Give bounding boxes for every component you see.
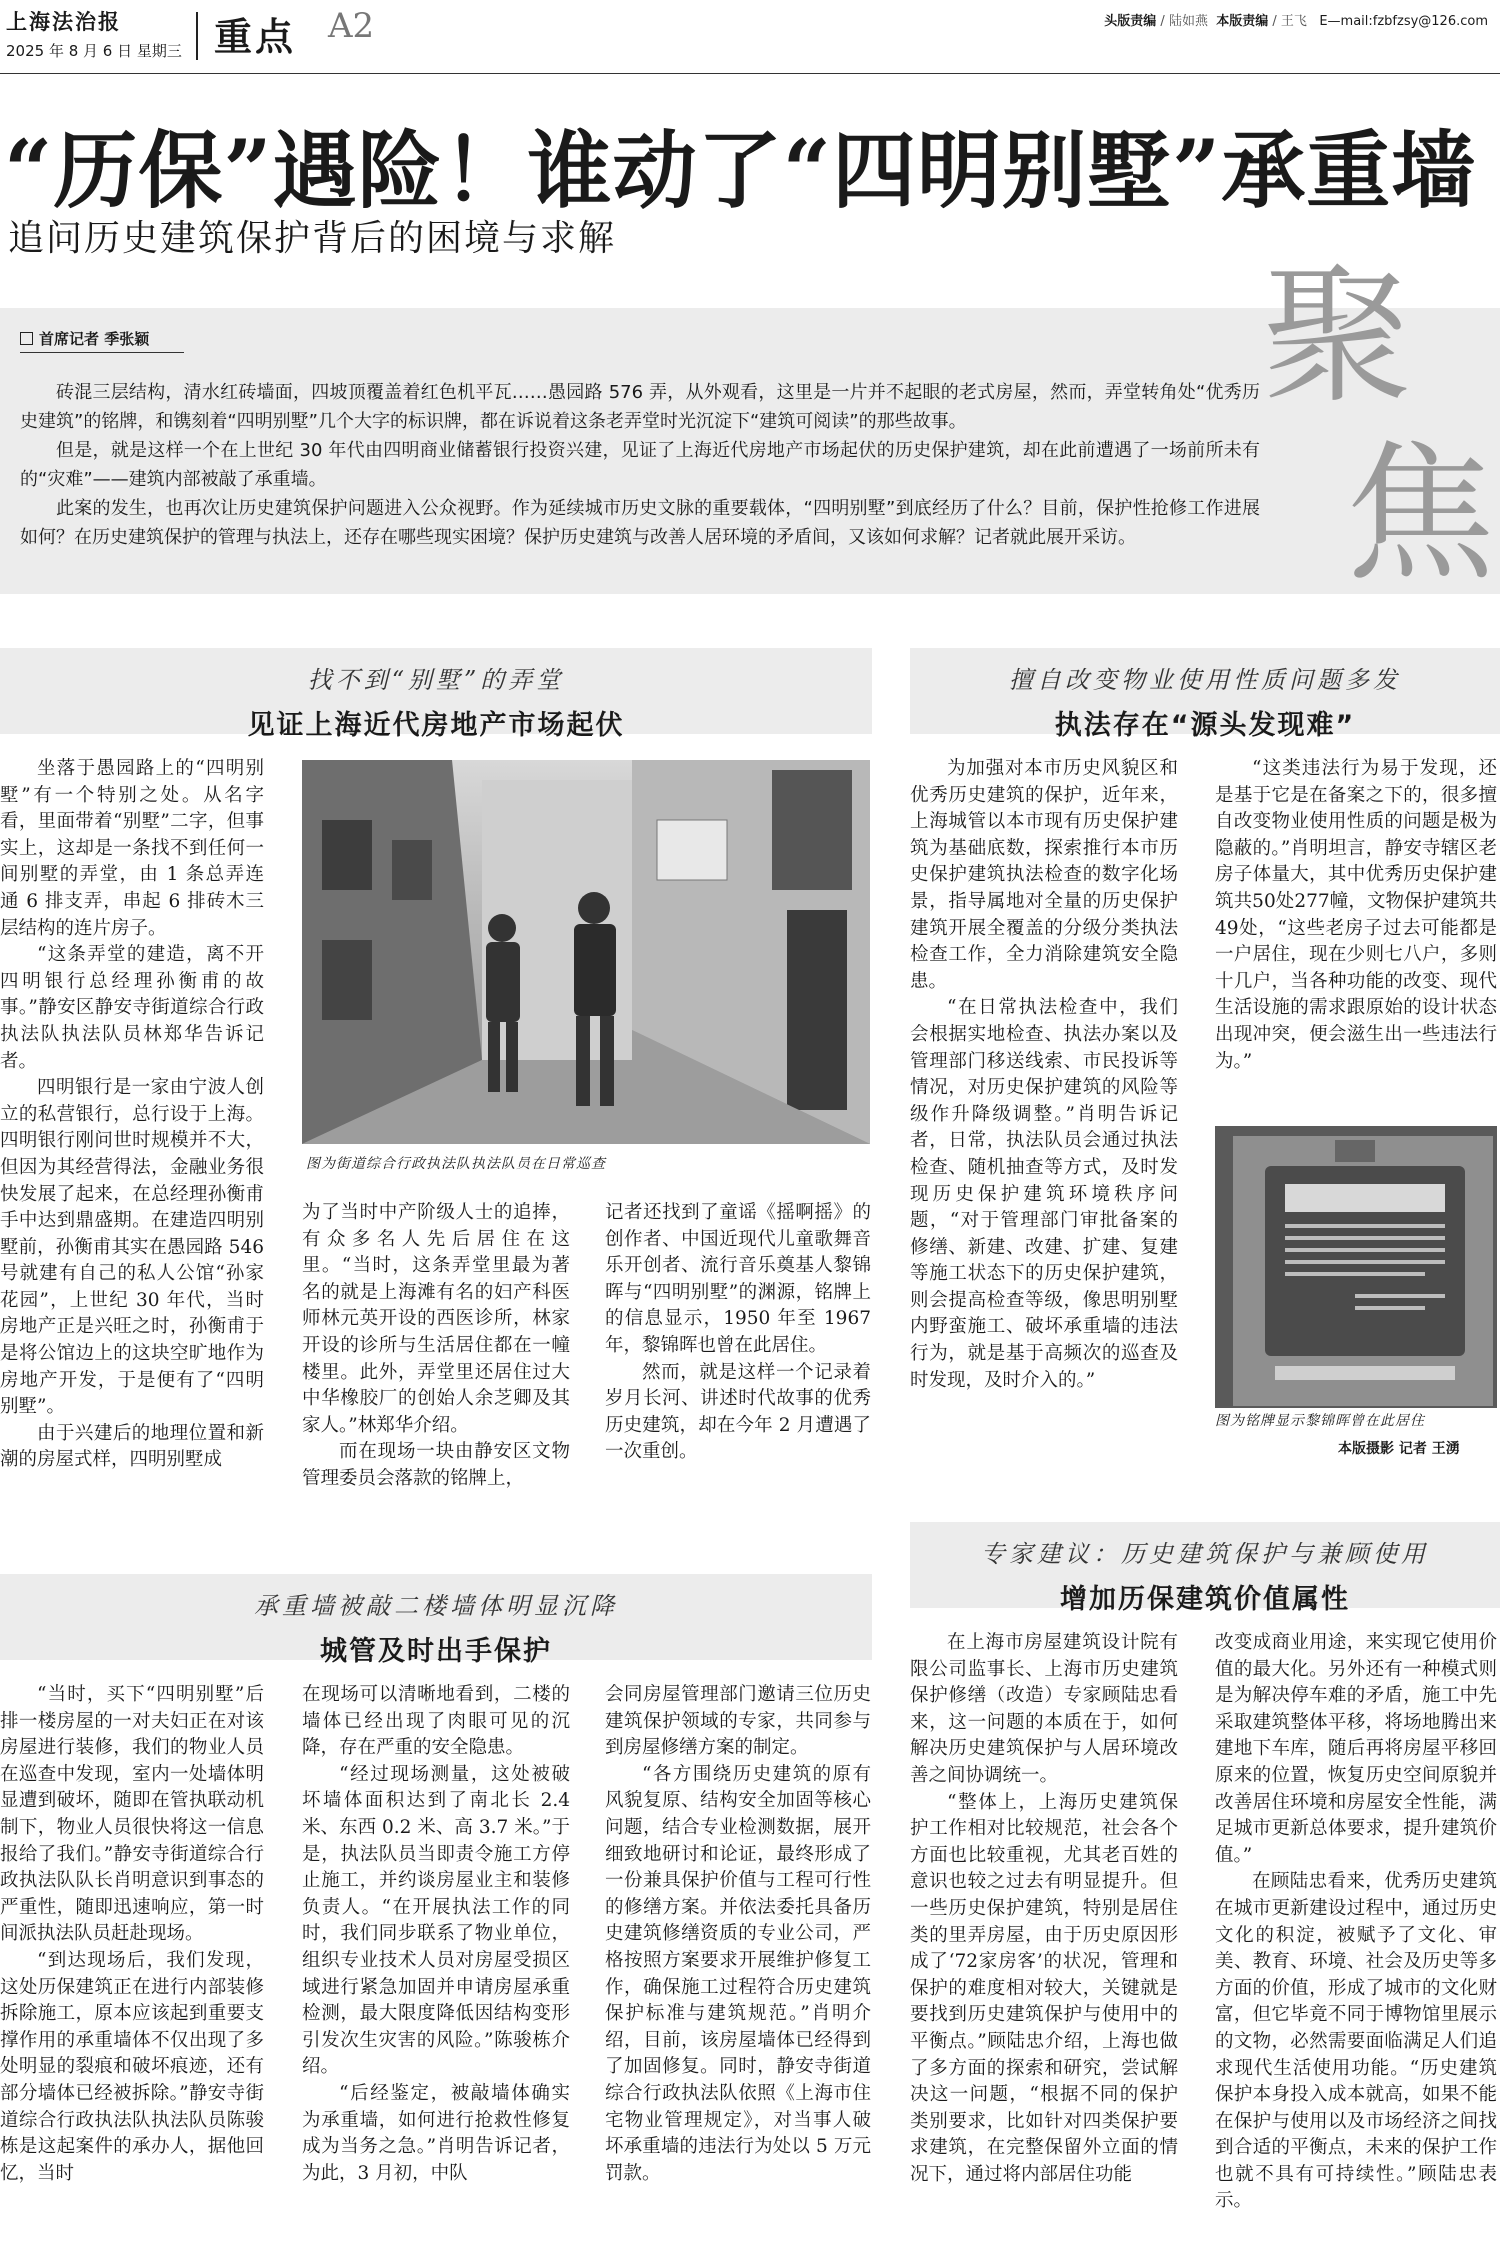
lead-paragraph: 砖混三层结构，清水红砖墙面，四坡顶覆盖着红色机平瓦……愚园路 576 弄，从外观看，这里是一片并不起眼的老式房屋，然而，弄堂转角处“优秀历史建筑”的铭牌，和镌刻着“四明别墅”几个大字的标识牌，都在诉说着这条老弄堂时光沉淀下“建筑可阅读”的那些故事。 xyxy=(20,382,1260,432)
chief-editor-label: 头版责编 xyxy=(1104,14,1157,29)
paragraph: 改变成商业用途，来实现它使用价值的最大化。另外还有一种模式则是为解决停车难的矛盾，施工中先采取建筑整体平移，将场地腾出来建地下车库，随后再将房屋平移回原来的位置，恢复历史空间原貌并改善居住环境和房屋安全性能，满足城市更新总体要求，提升建筑价值。” xyxy=(1215,1632,1497,1866)
article-column xyxy=(0,1682,264,2248)
section-kicker: 找不到“别墅”的弄堂 xyxy=(307,666,565,694)
paragraph: “各方围绕历史建筑的原有风貌复原、结构安全加固等核心问题，结合专业检测数据，展开细致地研讨和论证，最终形成了一份兼具保护价值与工程可行性的修缮方案。并依法委托具备历史建筑修缮资质的专业公司，严格按照方案要求开展维护修复工作，确保施工过程符合历史建筑保护标准与建筑规范。”肖明介绍，目前，该房屋墙体已经得到了加固修复。同时，静安寺街道综合行政执法队依照《上海市住宅物业管理规定》，对当事人破坏承重墙的违法行为处以 5 万元罚款。 xyxy=(605,1763,871,2184)
paragraph: “整体上，上海历史建筑保护工作相对比较规范，社会各个方面也比较重视，尤其老百姓的意识也较之过去有明显提升。但一些历史保护建筑，特别是居住类的里弄房屋，由于历史原因形成了‘72家房客’的状况，管理和保护的难度相对较大，关键就是要找到历史建筑保护与使用中的平衡点。”顾陆忠介绍，上海也做了多方面的探索和研究，尝试解决这一问题，“根据不同的保护类别要求，比如针对四类保护要求建筑，在完整保留外立面的情况下，通过将内部居住功能 xyxy=(910,1791,1178,2185)
section-title: 增加历保建筑价值属性 xyxy=(1060,1584,1350,1615)
paragraph: “在日常执法检查中，我们会根据实地检查、执法办案以及管理部门移送线索、市民投诉等情况，对历史保护建筑的风险等级作升降级调整。”肖明告诉记者，日常，执法队员会通过执法检查、随机抽查等方式，及时发现历史保护建筑环境秩序问题，“对于管理部门审批备案的修缮、新建、改建、扩建、复建等施工状态下的历史保护建筑，则会提高检查等级，像思明别墅内野蛮施工、破坏承重墙的违法行为，就是基于高频次的巡查及时发现，及时介入的。” xyxy=(910,997,1178,1391)
plaque-photo-image xyxy=(1215,1126,1497,1408)
photo-caption: 图为街道综合行政执法队执法队员在日常巡查 xyxy=(306,1156,606,1172)
section-header xyxy=(0,1574,872,1667)
lead-paragraph: 此案的发生，也再次让历史建筑保护问题进入公众视野。作为延续城市历史文脉的重要载体，“四明别墅”到底经历了什么？目前，保护性抢修工作进展如何？在历史建筑保护的管理与执法上，还存在哪些现实困境？保护历史建筑与改善人居环境的矛盾间，又该如何求解？记者就此展开采访。 xyxy=(20,498,1260,548)
byline-rule xyxy=(20,352,184,353)
focus-label-char: 聚 xyxy=(1262,250,1413,424)
headline: “历保”遇险！谁动了“四明别墅”承重墙 xyxy=(4,121,1477,220)
section-header xyxy=(910,648,1500,741)
square-icon xyxy=(20,332,33,345)
section-header xyxy=(0,648,872,741)
section-title: 城管及时出手保护 xyxy=(320,1636,552,1667)
page-editor-name: 王飞 xyxy=(1280,14,1307,29)
section-name: 重点 xyxy=(214,15,297,59)
page-editor-label: 本版责编 xyxy=(1216,14,1269,29)
paragraph: 然而，就是这样一个记录着岁月长河、讲述时代故事的优秀历史建筑，却在今年 2 月遭遇了一次重创。 xyxy=(605,1361,871,1463)
plaque-photo xyxy=(1215,1126,1497,1408)
article-column xyxy=(605,1200,871,1526)
paragraph: “经过现场测量，这处被破坏墙体面积达到了南北长 2.4 米、东西 0.2 米、高 3.7 米。”于是，执法队员当即责令施工方停止施工，并约谈房屋业主和装修负责人。“在开展执法工作的同时，我们同步联系了物业单位，组织专业技术人员对房屋受损区域进行紧急加固并申请房屋承重检测，最大限度降低因结构变形引发次生灾害的风险。”陈骏栋介绍。 xyxy=(302,1763,570,2078)
paragraph: 在上海市房屋建筑设计院有限公司监事长、上海市历史建筑保护修缮（改造）专家顾陆忠看来，这一问题的本质在于，如何解决历史建筑保护与人居环境改善之间协调统一。 xyxy=(910,1632,1178,1786)
editor-credits: 头版责编 / 陆如燕 本版责编 / 王飞 E—mail:fzbfzsy@126.com xyxy=(1104,14,1488,29)
focus-label-char: 焦 xyxy=(1345,428,1496,602)
masthead-divider xyxy=(196,12,198,60)
section-kicker: 承重墙被敲二楼墙体明显沉降 xyxy=(254,1592,618,1620)
masthead xyxy=(0,0,1500,74)
paragraph: “后经鉴定，被敲墙体确实为承重墙，如何进行抢救性修复成为当务之急。”肖明告诉记者，为此，3 月初，中队 xyxy=(302,2082,570,2184)
paragraph: 为了当时中产阶级人士的追捧，有众多名人先后居住在这里。“当时，这条弄堂里最为著名的就是上海滩有名的妇产科医师林元英开设的西医诊所，林家开设的诊所与生活居住都在一幢楼里。此外，弄堂里还居住过大中华橡胶厂的创始人余芝卿及其家人。”林郑华介绍。 xyxy=(302,1202,570,1436)
paragraph: “这类违法行为易于发现，还是基于它是在备案之下的，很多擅自改变物业使用性质的问题是极为隐蔽的。”肖明坦言，静安寺辖区老房子体量大，其中优秀历史保护建筑共50处277幢，文物保护建筑共49处，“这些老房子过去可能都是一户居住，现在少则七八户，多则十几户，当各种功能的改变、现代生活设施的需求跟原始的设计状态出现冲突，便会滋生出一些违法行为。” xyxy=(1215,758,1497,1072)
paragraph: 由于兴建后的地理位置和新潮的房屋式样，四明别墅成 xyxy=(0,1422,264,1471)
section-title: 见证上海近代房地产市场起伏 xyxy=(247,710,625,741)
paragraph: 四明银行是一家由宁波人创立的私营银行，总行设于上海。四明银行刚问世时规模并不大，但因为其经营得法，金融业务很快发展了起来，在总经理孙衡甫手中达到鼎盛期。在建造四明别墅前，孙衡甫其实在愚园路 546 号就建有自己的私人公馆“孙家花园”，上世纪 30 年代，当时房地产正是兴旺之时，孙衡甫于是将公馆边上的这块空旷地作为房地产开发，于是便有了“四明别墅”。 xyxy=(0,1077,264,1418)
section-kicker: 擅自改变物业使用性质问题多发 xyxy=(1009,666,1401,694)
section-kicker: 专家建议：历史建筑保护与兼顾使用 xyxy=(981,1540,1429,1568)
chief-editor-name: 陆如燕 xyxy=(1168,14,1208,29)
article-column xyxy=(0,756,264,1526)
article-column xyxy=(1215,756,1497,1096)
article-column xyxy=(302,1200,570,1526)
paragraph: 为加强对本市历史风貌区和优秀历史建筑的保护，近年来，上海城管以本市现有历史保护建筑为基础底数，探索推行本市历史保护建筑执法检查的数字化场景，指导属地对全量的历史保护建筑开展全覆盖的分级分类执法检查工作，全力消除建筑安全隐患。 xyxy=(910,758,1178,992)
paragraph: 在顾陆忠看来，优秀历史建筑在城市更新建设过程中，通过历史文化的积淀，被赋予了文化、审美、教育、环境、社会及历史等多方面的价值，形成了城市的文化财富，但它毕竟不同于博物馆里展示的文物，必然需要面临满足人们追求现代生活使用功能。“历史建筑保护本身投入成本就高，如果不能在保护与使用以及市场经济之间找到合适的平衡点，未来的保护工作也就不具有可持续性。”顾陆忠表示。 xyxy=(1215,1871,1497,2212)
photo-credit: 本版摄影 记者 王湧 xyxy=(1338,1441,1460,1457)
byline xyxy=(20,328,149,349)
newspaper-name: 上海法治报 xyxy=(6,9,121,34)
paragraph: 而在现场一块由静安区文物管理委员会落款的铭牌上， xyxy=(302,1441,570,1489)
byline-text: 首席记者 季张颖 xyxy=(39,330,150,348)
article-column xyxy=(302,1682,570,2248)
lead-text xyxy=(20,378,1260,552)
photo-caption: 图为铭牌显示黎锦晖曾在此居住 xyxy=(1215,1413,1425,1429)
article-column xyxy=(910,1630,1178,2248)
paragraph: 记者还找到了童谣《摇啊摇》的创作者、中国近现代儿童歌舞音乐开创者、流行音乐奠基人黎锦晖与“四明别墅”的渊源，铭牌上的信息显示，1950 年至 1967 年，黎锦晖也曾在此居住。 xyxy=(605,1202,871,1356)
patrol-photo xyxy=(302,760,870,1144)
section-header xyxy=(910,1522,1500,1615)
paragraph: “当时，买下“四明别墅”后排一楼房屋的一对夫妇正在对该房屋进行装修，我们的物业人员在巡查中发现，室内一处墙体明显遭到破坏，随即在管执联动机制下，物业人员很快将这一信息报给了我们。”静安寺街道综合行政执法队队长肖明意识到事态的严重性，随即迅速响应，第一时间派执法队员赶赴现场。 xyxy=(0,1684,264,1945)
issue-date: 2025 年 8 月 6 日 星期三 xyxy=(6,42,182,60)
subheadline: 追问历史建筑保护背后的困境与求解 xyxy=(8,218,617,259)
section-title: 执法存在“源头发现难” xyxy=(1054,710,1356,741)
paragraph: 在现场可以清晰地看到，二楼的墙体已经出现了肉眼可见的沉降，存在严重的安全隐患。 xyxy=(302,1684,570,1759)
paragraph: “到达现场后，我们发现，这处历保建筑正在进行内部装修拆除施工，原本应该起到重要支撑作用的承重墙体不仅出现了多处明显的裂痕和破坏痕迹，还有部分墙体已经被拆除。”静安寺街道综合行政执法队执法队员陈骏栋是这起案件的承办人，据他回忆，当时 xyxy=(0,1949,264,2184)
article-column xyxy=(1215,1630,1497,2248)
paragraph: “这条弄堂的建造，离不开四明银行总经理孙衡甫的故事。”静安区静安寺街道综合行政执法队执法队员林郑华告诉记者。 xyxy=(0,944,264,1072)
paragraph: 会同房屋管理部门邀请三位历史建筑保护领域的专家，共同参与到房屋修缮方案的制定。 xyxy=(605,1684,871,1759)
article-column xyxy=(605,1682,871,2248)
article-column xyxy=(910,756,1178,1476)
page-number: A2 xyxy=(328,6,375,46)
editor-email: E—mail:fzbfzsy@126.com xyxy=(1319,14,1488,29)
patrol-photo-image xyxy=(302,760,870,1144)
lead-paragraph: 但是，就是这样一个在上世纪 30 年代由四明商业储蓄银行投资兴建，见证了上海近代房地产市场起伏的历史保护建筑，却在此前遭遇了一场前所未有的“灾难”——建筑内部被敲了承重墙。 xyxy=(20,440,1260,490)
paragraph: 坐落于愚园路上的“四明别墅”有一个特别之处。从名字看，里面带着“别墅”二字，但事实上，这却是一条找不到任何一间别墅的弄堂，由 1 条总弄连通 6 排支弄，串起 6 排砖木三层结构的连片房子。 xyxy=(0,758,264,939)
